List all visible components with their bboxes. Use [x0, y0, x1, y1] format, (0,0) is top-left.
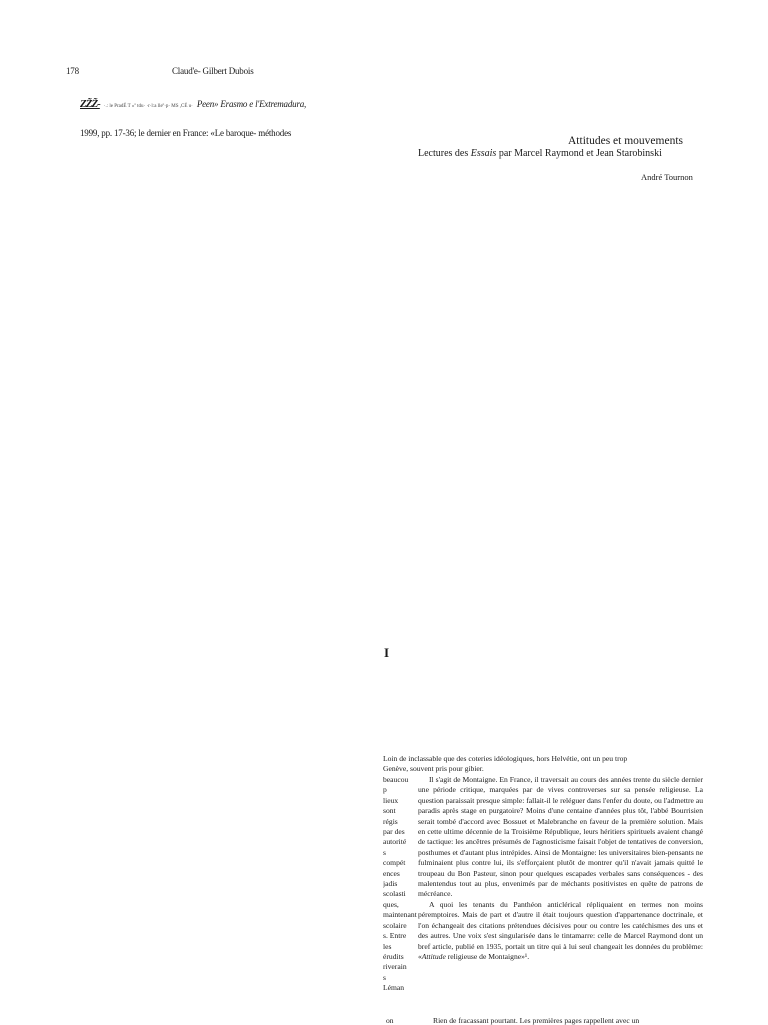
margin-word: autorité — [383, 837, 407, 847]
intro-line-2: Genève, souvent pris pour gibier. — [383, 764, 484, 773]
running-head: Claud'e- Gilbert Dubois — [172, 66, 254, 76]
reference-line-2: 1999, pp. 17-36; le dernier en France: «Le baroque- méthodes — [80, 128, 292, 138]
margin-word: s — [383, 972, 386, 982]
margin-word: riverain — [383, 962, 407, 972]
margin-word: scolasti — [383, 889, 406, 899]
margin-word: jadis — [383, 879, 398, 889]
margin-word: lieux — [383, 795, 399, 805]
margin-word: érudits — [383, 951, 404, 961]
paragraph-2: A quoi les tenants du Panthéon anticlérical répliquaient en termes non moins péremptoires. Mais de part et d'autre il était toujours question d'appartenance doctrinale, et l'on échangeait des citations prétendues décisives pour ou contre les catéchismes des uns et des autres. Une voix s'est singularisée dans le tintamarre: celle de Marcel Raymond dont un bref article, publié en 1935, portait un titre qui à lui seul changeait les données du problème: «Attitude religieuse de Montaigne»¹. — [418, 899, 703, 961]
reference-line-1 — [80, 94, 306, 112]
section-marker: I — [384, 645, 390, 660]
margin-word: scolaire — [383, 920, 407, 930]
margin-word: régis — [383, 816, 398, 826]
intro-line-1: Loin de inclassable que des coteries idéologiques, hors Helvétie, ont un peu trop — [383, 754, 628, 763]
article-title: Attitudes et mouvements — [568, 135, 683, 147]
article-subtitle: Lectures des Essais par Marcel Raymond et Jean Starobinski — [418, 148, 662, 159]
margin-word: compét — [383, 858, 406, 868]
paragraph-1: Il s'agit de Montaigne. En France, il traversait au cours des années trente du siècle dernier une période critique, marquées par de vives controverses sur sa pensée religieuse. La question paraissait presque simple: fallait-il le reléguer dans l'enfer du doute, ou l'admettre au paradis après stage en purgatoire? Moins d'une centaine d'années plus tôt, l'abbé Bourrisien serait tombé d'accord avec Bossuet et Malebranche en faveur de la première solution. Mais en cette ultime décennie de la Troisième République, leurs héritiers spirituels avaient changé de tactique: les ancêtres présumés de l'agnosticisme faisait l'objet de tentatives de conversion, posthumes et d'autant plus intrépides. Ainsi de Montaigne: les universitaires bien-pensants ne fulminaient plus contre lui, ils s'efforçaient plutôt de montrer qu'il n'avait jamais quitté le troupeau du Bon Pasteur, sinon pour quelques escapades verbales sans conséquences - des malentendus tout au plus, envenimés par de méchants positivistes en quête de patrons de mécréance. — [418, 775, 703, 899]
margin-word: ences — [383, 868, 400, 878]
last-margin-word: on — [386, 1016, 394, 1025]
page-number: 178 — [66, 66, 79, 76]
margin-word: par des — [383, 827, 405, 837]
margin-word: sont — [383, 806, 396, 816]
reference-text: Peen» Erasmo e l'Extremadura, — [196, 99, 307, 109]
article-author: André Tournon — [641, 172, 693, 182]
scribble-mark: ZZ̃Z̃- — [80, 98, 100, 110]
margin-word: p — [383, 785, 387, 795]
margin-word: maintenant — [383, 910, 417, 920]
margin-word: beaucou — [383, 775, 409, 784]
margin-word: s — [383, 847, 386, 857]
margin-word: les — [383, 941, 392, 951]
margin-word: s. Entre — [383, 931, 407, 941]
body-text — [418, 775, 703, 962]
margin-column — [383, 775, 419, 994]
last-line: Rien de fracassant pourtant. Les premières pages rappellent avec un — [433, 1016, 640, 1025]
noisy-text: ·.: le PradÉ T »º tdu· ·r·l:a lleº·p· MS ,CÉ u· — [103, 104, 193, 109]
margin-word: ques, — [383, 899, 399, 909]
margin-word: Léman — [383, 983, 405, 993]
